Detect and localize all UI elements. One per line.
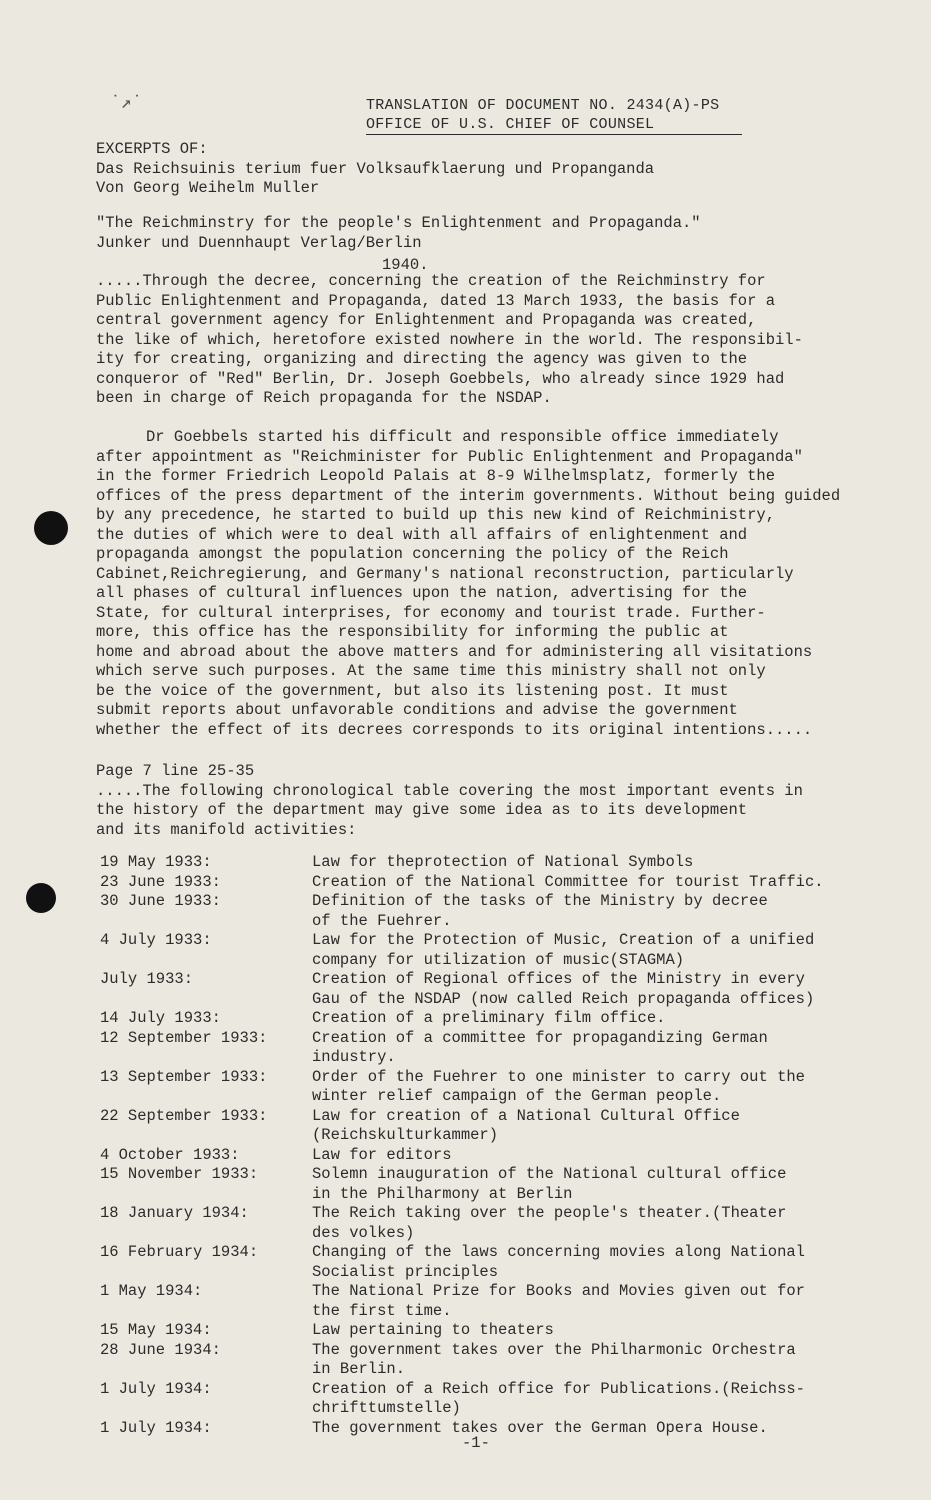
excerpts-block [96, 140, 654, 199]
paragraph-text: .....Through the decree, concerning the creation of the Reichminstry for Public Enlightenment and Propaganda, dated 13 March 1933, the basis for a central government agency for Enlightenment and Propaganda was created, the like of which, heretofore existed nowhere in the world. The responsibil- ity for creating, organizing and directing the agency was given to the conqueror of "Red" Berlin, Dr. Joseph Goebbels, who already since 1929 had been in charge of Reich propaganda for the NSDAP. [96, 272, 803, 407]
table-row [100, 1282, 860, 1321]
punch-hole [34, 511, 68, 545]
publisher: Junker und Duennhaupt Verlag/Berlin [96, 233, 422, 252]
event-text: The National Prize for Books and Movies given out for the first time. [312, 1282, 805, 1320]
event-date: 19 May 1933: [100, 853, 212, 871]
event-text: Creation of a Reich office for Publications.(Reichss- chrifttumstelle) [312, 1379, 805, 1417]
table-row [100, 1204, 860, 1243]
event-text: Law for the Protection of Music, Creation of a unified company for utilization of music(STAGMA) [312, 931, 815, 969]
document-header [366, 96, 754, 135]
event-text: Creation of a preliminary film office. [312, 1009, 666, 1027]
event-text: Creation of the National Committee for tourist Traffic. [312, 872, 824, 891]
event-date: 16 February 1934: [100, 1243, 259, 1261]
table-row [100, 853, 860, 873]
punch-hole [26, 883, 56, 913]
paragraph-2 [96, 428, 886, 740]
event-text: Creation of a committee for propagandizing German industry. [312, 1028, 768, 1066]
table-row [100, 1029, 860, 1068]
publication-title: "The Reichminstry for the people's Enlightenment and Propaganda." [96, 214, 701, 232]
event-text: The Reich taking over the people's theater.(Theater des volkes) [312, 1204, 787, 1242]
table-row [100, 873, 860, 893]
event-text: The government takes over the German Opera House. [312, 1418, 768, 1437]
event-text: Law pertaining to theaters [312, 1321, 554, 1339]
event-date: 23 June 1933: [100, 872, 221, 891]
table-row [100, 892, 860, 931]
event-date: 18 January 1934: [100, 1204, 249, 1222]
excerpts-label: EXCERPTS OF: [96, 140, 208, 158]
event-date: 28 June 1934: [100, 1340, 221, 1359]
table-row [100, 931, 860, 970]
event-date: 4 October 1933: [100, 1145, 240, 1164]
intro-text: .....The following chronological table covering the most important events in the history of the department may give some idea as to its development and its manifold activities: [96, 781, 803, 839]
source-title: Das Reichsuinis terium fuer Volksaufklaerung und Propanganda [96, 159, 655, 178]
event-text: Law for editors [312, 1145, 452, 1164]
table-row [100, 1068, 860, 1107]
event-date: 15 November 1933: [100, 1165, 259, 1183]
event-date: July 1933: [100, 970, 194, 988]
event-date: 30 June 1933: [100, 892, 221, 910]
table-row [100, 1009, 860, 1029]
table-row [100, 970, 860, 1009]
event-date: 1 July 1934: [100, 1418, 212, 1437]
table-row [100, 1146, 860, 1166]
author: Von Georg Weihelm Muller [96, 179, 320, 197]
event-date: 1 July 1934: [100, 1379, 212, 1398]
page-reference-block [96, 762, 836, 840]
event-text: Order of the Fuehrer to one minister to carry out the winter relief campaign of the German people. [312, 1067, 805, 1105]
event-date: 12 September 1933: [100, 1028, 268, 1047]
event-text: Solemn inauguration of the National cultural office in the Philharmony at Berlin [312, 1165, 787, 1203]
chronology-table [100, 853, 860, 1438]
event-text: Law for creation of a National Cultural Office (Reichskulturkammer) [312, 1106, 740, 1144]
table-row [100, 1243, 860, 1282]
event-date: 22 September 1933: [100, 1106, 268, 1125]
event-date: 13 September 1933: [100, 1067, 268, 1086]
table-row [100, 1321, 860, 1341]
event-text: Creation of Regional offices of the Ministry in every Gau of the NSDAP (now called Reich propaganda offices) [312, 970, 815, 1008]
translation-line: TRANSLATION OF DOCUMENT NO. 2434(A)-PS [366, 97, 720, 114]
table-row [100, 1380, 860, 1419]
event-date: 15 May 1934: [100, 1321, 212, 1339]
event-text: The government takes over the Philharmonic Orchestra in Berlin. [312, 1340, 796, 1378]
office-line: OFFICE OF U.S. CHIEF OF COUNSEL [366, 115, 742, 135]
table-row [100, 1107, 860, 1146]
table-row [100, 1341, 860, 1380]
event-date: 1 May 1934: [100, 1282, 203, 1300]
event-text: Law for theprotection of National Symbols [312, 853, 694, 871]
page-reference: Page 7 line 25-35 [96, 762, 255, 780]
paragraph-1 [96, 272, 856, 409]
paragraph-text: Dr Goebbels started his difficult and responsible office immediately after appointment as "Reichminister for Public Enlightenment and Propaganda" in the former Friedrich Leopold Palais at 8-9 Wilhelmsplatz, formerly the offices of the press department of the interim governments. Without being guided by any precedence, he started to build up this new kind of Reichministry, the duties of which were to deal with all affairs of enlightenment and propaganda amongst the population concerning the policy of the Reich Cabinet,Reichregierung, and Germany's national reconstruction, particularly all phases of cultural influences upon the nation, advertising for the State, for cultural interprises, for economy and tourist trade. Further- more, this office has the responsibility for informing the public at home and abroad about the above matters and for administering all visitations which serve such purposes. At the same time this ministry shall not only be the voice of the government, but also its listening post. It must submit reports about unfavorable conditions and advise the government whether the effect of its decrees corresponds to its original intentions..... [96, 428, 841, 739]
page-number: -1- [462, 1434, 490, 1452]
publication-year: 1940. [382, 256, 429, 274]
stray-mark: ˙↗˙ [110, 94, 143, 114]
event-date: 14 July 1933: [100, 1009, 221, 1027]
event-text: Changing of the laws concerning movies along National Socialist principles [312, 1243, 805, 1281]
table-row [100, 1165, 860, 1204]
publication-block [96, 214, 701, 253]
event-date: 4 July 1933: [100, 931, 212, 949]
event-text: Definition of the tasks of the Ministry by decree of the Fuehrer. [312, 892, 768, 930]
